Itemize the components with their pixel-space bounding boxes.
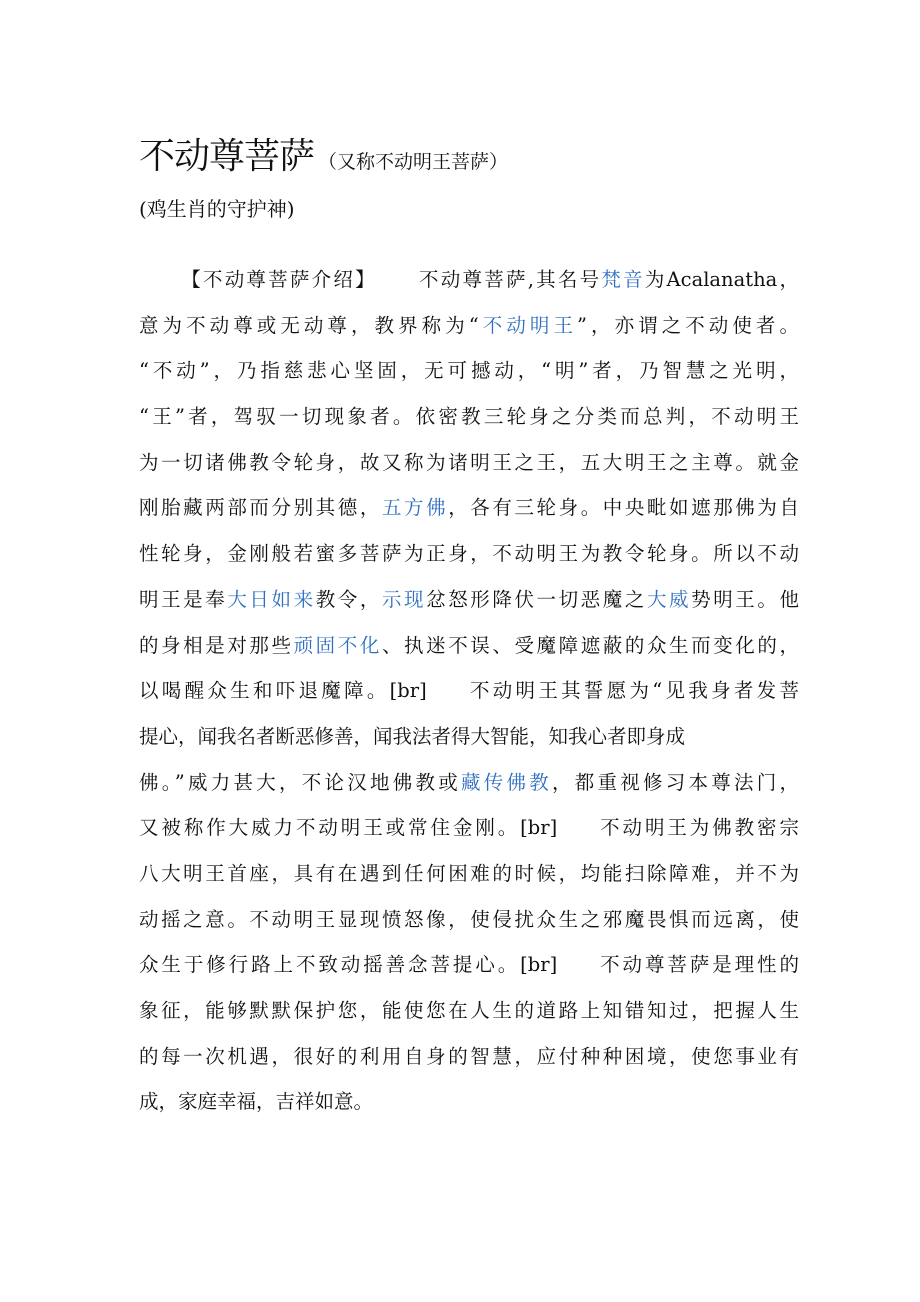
text-line	[139, 582, 799, 628]
text-run: 不动明王为佛教密宗	[597, 816, 799, 840]
text-run: 众生于修行路上不致动摇善念菩提心。[br]	[139, 953, 558, 977]
page-title	[139, 128, 508, 179]
text-run: 不动明王其誓愿为“见我身者发菩	[466, 679, 799, 703]
text-run: 刚胎藏两部而分别其德，	[139, 496, 382, 520]
text-line	[139, 308, 799, 354]
text-run: 势明王。他	[691, 587, 799, 611]
link-wufangfo[interactable]: 五方佛	[381, 496, 449, 520]
text-run: ，各有三轮身。中央毗如遮那佛为自	[448, 496, 799, 520]
text-line: 动摇之意。不动明王显现愤怒像，使侵扰众生之邪魔畏惧而远离，使	[139, 907, 799, 931]
text-run: 不动尊菩萨是理性的	[597, 953, 799, 977]
text-line	[139, 673, 799, 719]
text-line	[139, 490, 799, 536]
text-run: 又被称作大威力不动明王或常住金刚。[br]	[139, 816, 558, 840]
text-run: ”，亦谓之不动使者。	[577, 313, 799, 337]
text-run: 忿怒形降伏一切恶魔之	[426, 587, 647, 611]
text-line: 提心，闻我名者断恶修善，闻我法者得大智能，知我心者即身成	[139, 724, 686, 748]
text-line	[139, 628, 799, 674]
text-run: 为Acalanatha，	[644, 268, 799, 291]
text-line: 性轮身，金刚般若蜜多菩萨为正身，不动明王为教令轮身。所以不动	[139, 542, 799, 566]
page-subtitle: (鸡生肖的守护神)	[139, 197, 295, 221]
text-run: 以喝醒众生和吓退魔障。[br]	[139, 679, 427, 703]
text-run: 不动尊菩萨,其名号	[416, 268, 602, 291]
text-line: “不动”，乃指慈悲心坚固，无可撼动，“明”者，乃智慧之光明，	[139, 359, 799, 383]
text-run: 意为不动尊或无动尊，教界称为“	[139, 313, 479, 337]
body-paragraph	[139, 262, 799, 1130]
text-run: 佛。”威力甚大，不论汉地佛教或	[139, 770, 461, 794]
text-line	[139, 262, 799, 308]
link-fanyin[interactable]: 梵音	[601, 268, 645, 291]
text-line: 成，家庭幸福，吉祥如意。	[139, 1090, 374, 1114]
text-line: 为一切诸佛教令轮身，故又称为诸明王之王，五大明王之主尊。就金	[139, 450, 799, 474]
link-budongmingwang[interactable]: 不动明王	[478, 313, 578, 337]
text-run: 、执迷不误、受魔障遮蔽的众生而变化的，	[381, 633, 799, 657]
text-run: 的身相是对那些	[139, 633, 294, 657]
text-line: 的每一次机遇，很好的利用自身的智慧，应付种种困境，使您事业有	[139, 1044, 799, 1068]
text-line	[139, 947, 799, 993]
title-sub: （又称不动明王菩萨）	[318, 151, 509, 173]
text-line	[139, 810, 799, 856]
title-main: 不动尊菩萨	[139, 136, 315, 177]
text-run: ，都重视修习本尊法门，	[551, 770, 799, 794]
link-shixian[interactable]: 示现	[381, 587, 427, 611]
section-heading: 【不动尊菩萨介绍】	[179, 268, 377, 291]
text-run: 明王是奉	[139, 587, 228, 611]
text-line: 象征，能够默默保护您，能使您在人生的道路上知错知过，把握人生	[139, 999, 799, 1022]
text-line	[139, 765, 799, 811]
link-zangchuanfojiao[interactable]: 藏传佛教	[460, 770, 552, 794]
link-wangubuhua[interactable]: 顽固不化	[293, 633, 382, 657]
text-line: 八大明王首座，具有在遇到任何困难的时候，均能扫除障难，并不为	[139, 861, 799, 885]
link-dariirulai[interactable]: 大日如来	[227, 587, 316, 611]
link-dawei[interactable]: 大威	[646, 587, 692, 611]
text-run: 教令，	[315, 587, 382, 611]
text-line: “王”者，驾驭一切现象者。依密教三轮身之分类而总判，不动明王	[139, 405, 799, 429]
